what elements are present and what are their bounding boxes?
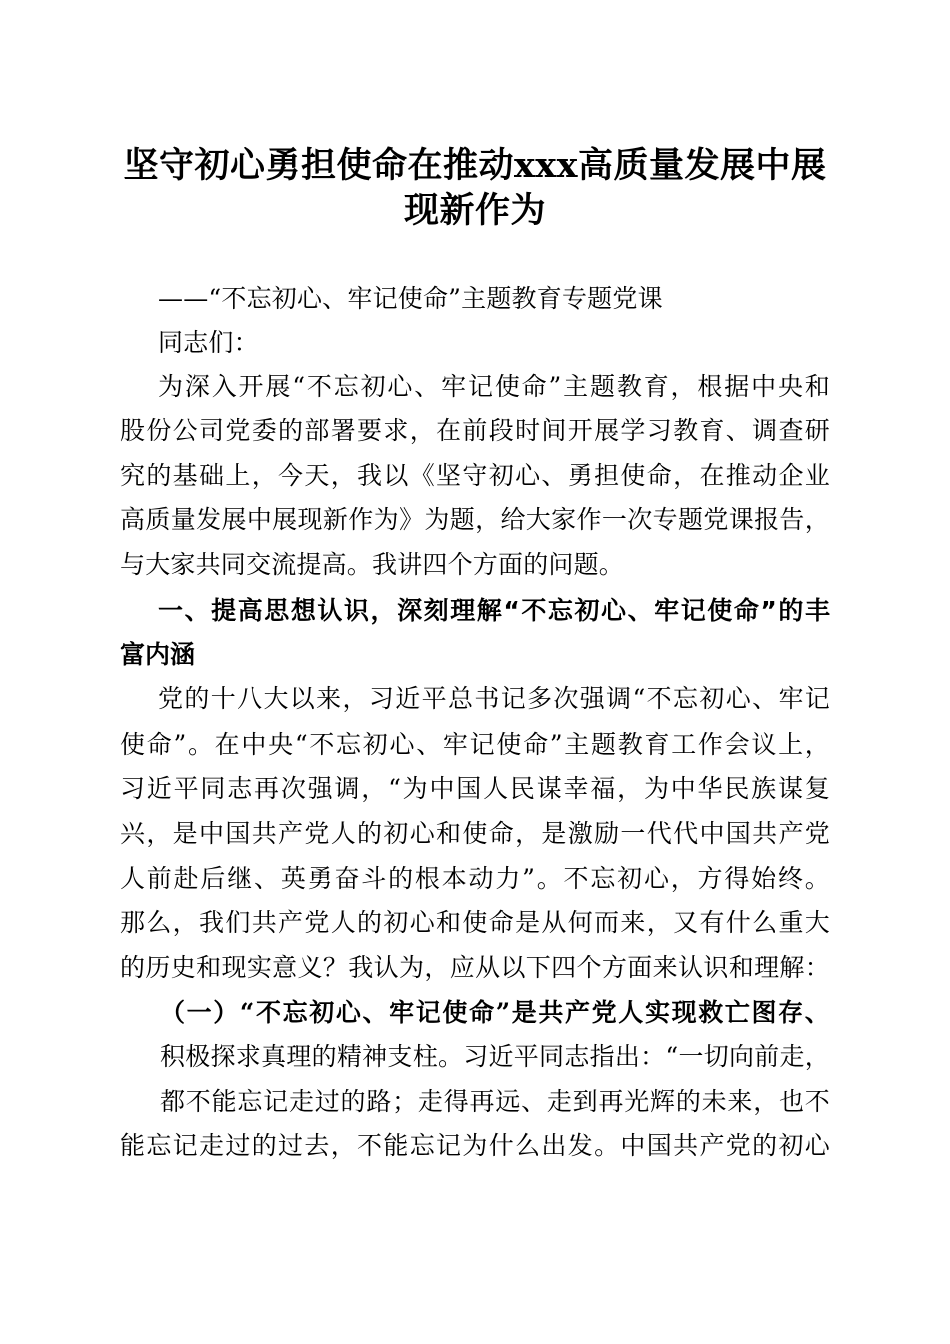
document-subtitle: ——“不忘初心、牢记使命”主题教育专题党课: [158, 284, 663, 313]
section-body-line: 兴，是中国共产党人的初心和使命，是激励一代代中国共产党: [120, 819, 830, 848]
subsection-heading: （一）“不忘初心、牢记使命”是共产党人实现救亡图存、: [160, 998, 830, 1027]
subsection-body-line: 能忘记走过的过去，不能忘记为什么出发。中国共产党的初心: [120, 1131, 830, 1160]
document-title-line-2: 现新作为: [403, 190, 546, 231]
intro-paragraph-line: 究的基础上，今天，我以《坚守初心、勇担使命，在推动企业: [120, 461, 830, 490]
intro-paragraph-line: 为深入开展“不忘初心、牢记使命”主题教育，根据中央和: [158, 372, 830, 401]
intro-paragraph-line: 高质量发展中展现新作为》为题，给大家作一次专题党课报告，: [120, 505, 830, 534]
intro-paragraph-line: 股份公司党委的部署要求，在前段时间开展学习教育、调查研: [120, 416, 830, 445]
subsection-body-line: 积极探求真理的精神支柱。习近平同志指出：“一切向前走，: [160, 1042, 830, 1071]
section-body-line: 使命”。在中央“不忘初心、牢记使命”主题教育工作会议上，: [120, 730, 830, 759]
intro-paragraph-line: 与大家共同交流提高。我讲四个方面的问题。: [120, 550, 625, 579]
section-body-line: 那么，我们共产党人的初心和使命是从何而来，又有什么重大: [120, 908, 830, 937]
section-heading-line: 一、提高思想认识，深刻理解“不忘初心、牢记使命”的丰: [158, 596, 830, 625]
section-body-line: 的历史和现实意义？我认为，应从以下四个方面来认识和理解：: [120, 953, 830, 982]
section-heading-line: 富内涵: [120, 640, 196, 669]
salutation: 同志们：: [158, 328, 259, 357]
section-body-line: 党的十八大以来，习近平总书记多次强调“不忘初心、牢记: [158, 684, 830, 713]
subsection-body-line: 都不能忘记走过的路；走得再远、走到再光辉的未来，也不: [160, 1087, 830, 1116]
section-body-line: 习近平同志再次强调，“为中国人民谋幸福，为中华民族谋复: [120, 774, 830, 803]
document-title-line-1: 坚守初心勇担使命在推动xxx高质量发展中展: [123, 145, 827, 186]
section-body-line: 人前赴后继、英勇奋斗的根本动力”。不忘初心，方得始终。: [120, 864, 830, 893]
